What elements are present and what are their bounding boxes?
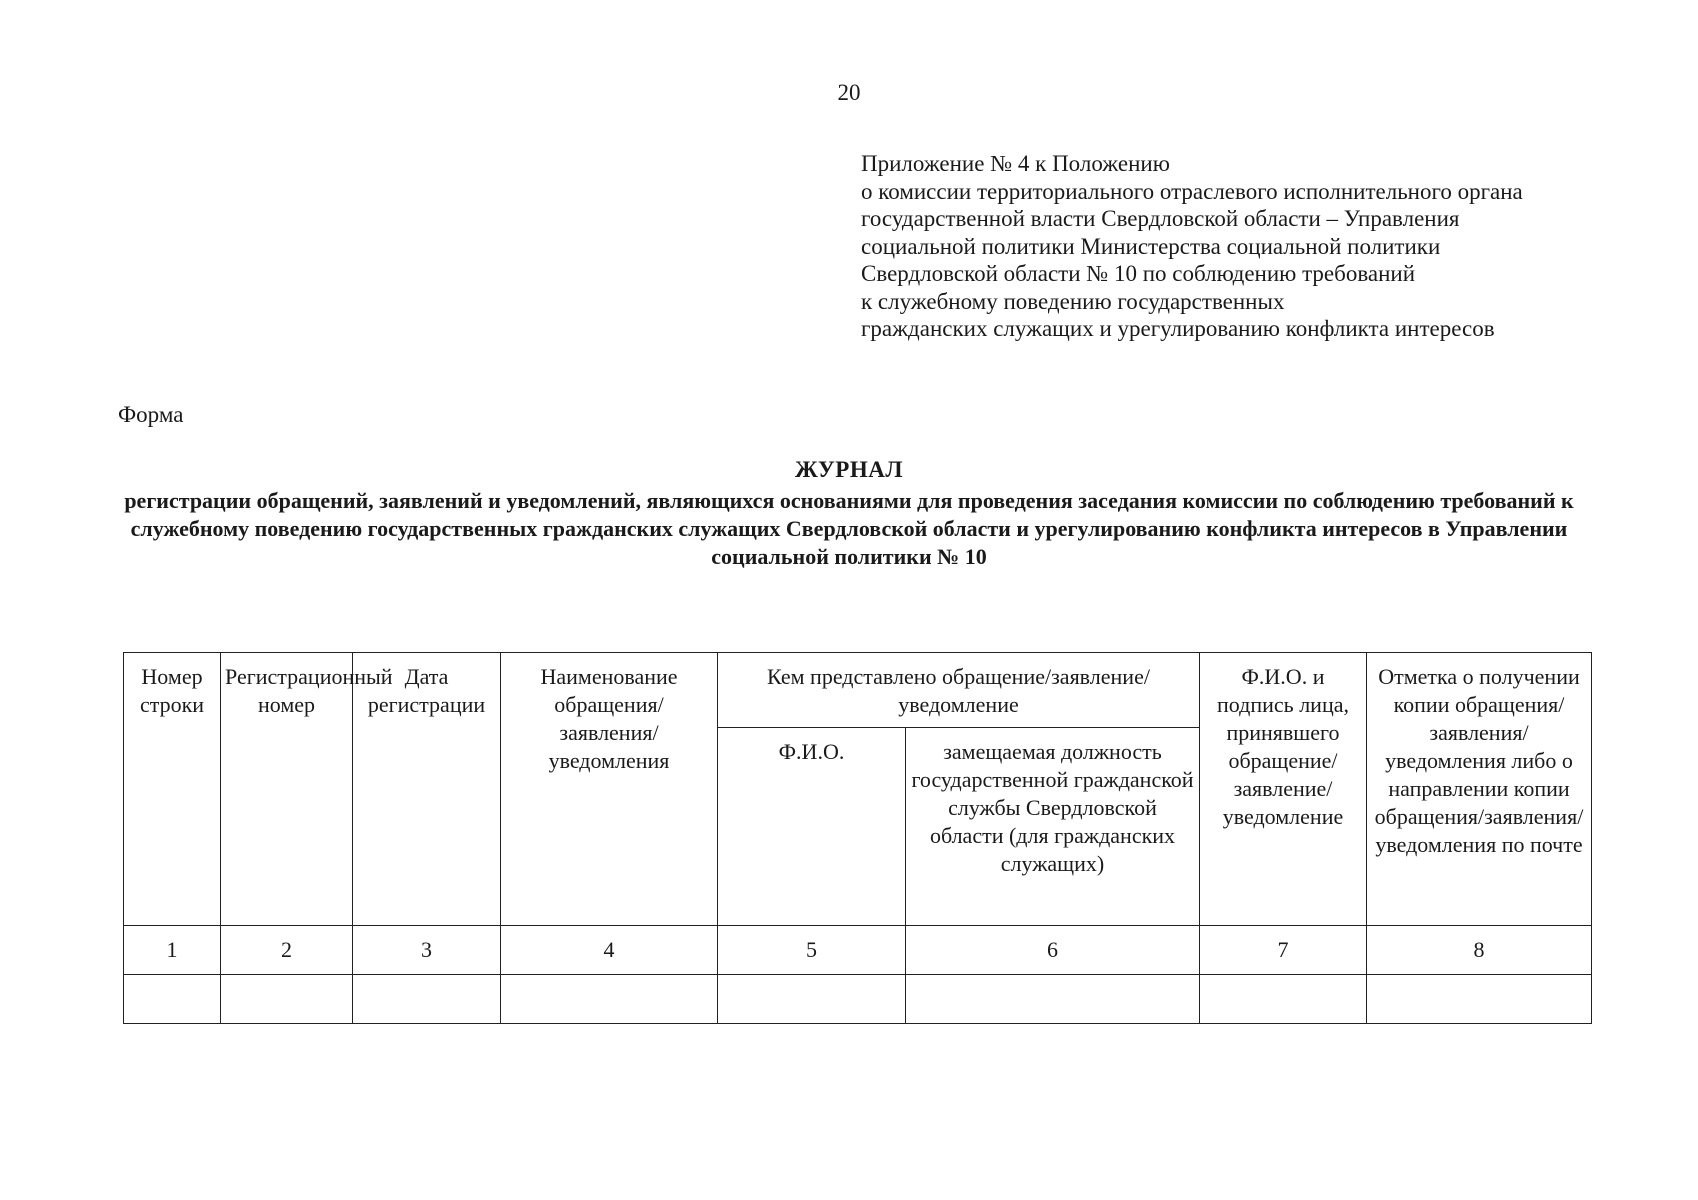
empty-cell (221, 975, 353, 1024)
column-number-row (124, 926, 1592, 975)
form-label: Форма (118, 402, 184, 427)
empty-cell (906, 975, 1200, 1024)
appendix-line: Приложение № 4 к Положению (861, 151, 1170, 176)
appendix-line: Свердловской области № 10 по соблюдению требований (861, 261, 1416, 286)
column-number: 3 (353, 926, 501, 975)
column-number: 7 (1200, 926, 1367, 975)
column-number: 8 (1367, 926, 1592, 975)
appendix-line: о комиссии территориального отраслевого исполнительного органа (861, 178, 1523, 204)
empty-cell (1200, 975, 1367, 1024)
header-submitted-by: Кем представлено обращение/заявление/уведомление (718, 653, 1200, 728)
header-row (124, 653, 1592, 728)
journal-subtitle: регистрации обращений, заявлений и уведомлений, являющихся основаниями для проведения заседания комиссии по соблюдению требований к служебному поведению государственных гражданских служащих Свердловской области и урегулированию конфликта интересов в Управлении социальной политики № 10 (124, 488, 1574, 569)
column-number: 1 (124, 926, 221, 975)
appendix-line: гражданских служащих и урегулированию конфликта интересов (861, 316, 1495, 341)
appendix-line: социальной политики Министерства социальной политики (861, 233, 1441, 259)
header-copy-note: Отметка о получении копии обращения/заявления/уведомления либо о направлении копии обращения/заявления/уведомления по почте (1367, 653, 1592, 926)
header-receiver: Ф.И.О. и подпись лица, принявшего обращение/заявление/уведомление (1200, 653, 1367, 926)
appendix-line: государственной власти Свердловской области – Управления (861, 206, 1460, 231)
column-number: 4 (501, 926, 718, 975)
header-registration-date: Дата регистрации (353, 653, 501, 926)
page-number: 20 (837, 80, 861, 105)
header-registration-number: Регистрационный номер (221, 653, 353, 926)
appendix-block (861, 150, 1651, 343)
empty-entry-row (124, 975, 1592, 1024)
empty-cell (501, 975, 718, 1024)
column-number: 6 (906, 926, 1200, 975)
journal-title: ЖУРНАЛ (795, 457, 903, 482)
empty-cell (353, 975, 501, 1024)
journal-table (123, 652, 1592, 1024)
header-fio: Ф.И.О. (718, 728, 906, 926)
header-position: замещаемая должность государственной гражданской службы Свердловской области (для гражданских служащих) (906, 728, 1200, 926)
empty-cell (718, 975, 906, 1024)
appendix-line: к служебному поведению государственных (861, 288, 1285, 314)
column-number: 2 (221, 926, 353, 975)
empty-cell (124, 975, 221, 1024)
empty-cell (1367, 975, 1592, 1024)
header-document-name: Наименование обращения/заявления/уведомления (501, 653, 718, 926)
header-row-number: Номер строки (124, 653, 221, 926)
column-number: 5 (718, 926, 906, 975)
